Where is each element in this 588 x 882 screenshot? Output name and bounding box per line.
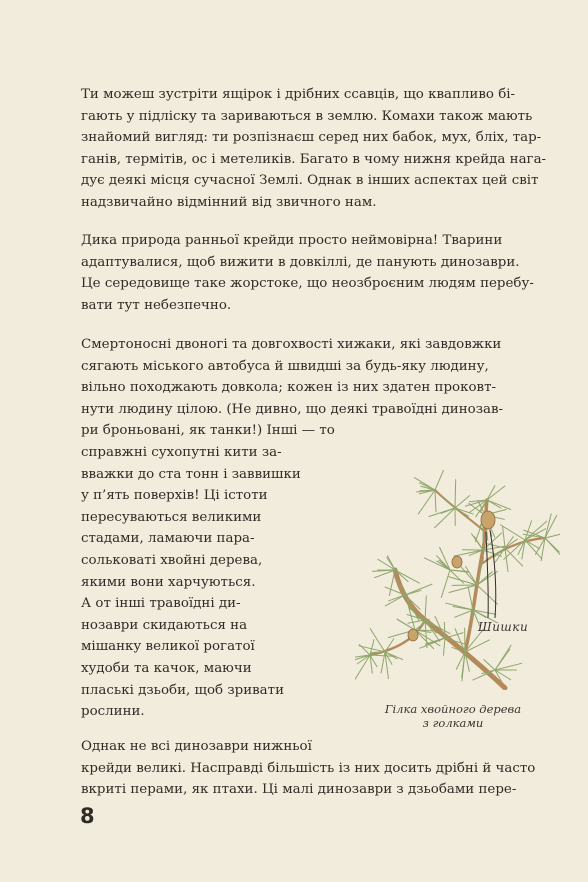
needle bbox=[487, 485, 495, 500]
text-line: вати тут небезпечно. bbox=[81, 297, 232, 313]
text-line: рослини. bbox=[81, 704, 145, 720]
pine-branch-illustration bbox=[355, 470, 560, 690]
needle bbox=[441, 508, 455, 514]
paragraph-2 bbox=[81, 230, 534, 316]
text-line: Дика природа ранньої крейди просто неймовірна! Тварини bbox=[81, 233, 503, 248]
needle bbox=[450, 570, 464, 583]
text-line: худоби та качок, маючи bbox=[81, 660, 252, 676]
needle bbox=[487, 500, 511, 510]
needle bbox=[505, 548, 508, 572]
text-line: Ти можеш зустріти ящірок і дрібних ссавців, що квапливо бі- bbox=[81, 87, 516, 102]
text-line: сягають міського автобуса й швидші за будь-яку людину, bbox=[81, 358, 489, 374]
needle bbox=[389, 570, 395, 596]
text-line: сольковаті хвойні дерева, bbox=[81, 552, 263, 568]
needle bbox=[444, 622, 445, 638]
needle bbox=[454, 550, 483, 556]
text-line: нозаври скидаються на bbox=[81, 617, 248, 633]
text-line: ганів, термітів, ос і метеликів. Багато в чому нижня крейда нага- bbox=[81, 151, 547, 167]
branch-caption bbox=[368, 702, 538, 730]
needle bbox=[425, 596, 426, 620]
needle bbox=[435, 470, 444, 490]
needle bbox=[468, 586, 473, 610]
page-number: 8 bbox=[80, 804, 95, 828]
needles bbox=[355, 470, 560, 682]
text-line: пересуваються великими bbox=[81, 509, 262, 525]
needle bbox=[370, 628, 385, 652]
text-line: вважки до ста тонн і заввишки bbox=[81, 466, 301, 482]
needle bbox=[443, 638, 445, 656]
text-line: якими вони харчуються. bbox=[81, 574, 256, 590]
needle bbox=[503, 526, 505, 548]
needle bbox=[477, 585, 498, 604]
text-line: нути людину цілою. (Не дивно, що деякі травоїдні динозав- bbox=[81, 401, 504, 417]
text-line: гають у підліску та зариваються в землю. Комахи також мають bbox=[81, 108, 533, 124]
text-line: надзвичайно відмінний від звичного нам. bbox=[81, 194, 377, 210]
text-line: А от інші травоїдні ди- bbox=[81, 596, 241, 612]
text-line: Однак не всі динозаври нижньої bbox=[81, 739, 312, 754]
text-line: ри броньовані, як танки!) Інші — то bbox=[81, 423, 335, 439]
text-line: плаські дзьоби, щоб зривати bbox=[81, 682, 284, 698]
text-line: адаптувалися, щоб вижити в довкіллі, де панують динозаври. bbox=[81, 254, 520, 270]
needle bbox=[414, 477, 435, 490]
text-line: знайомий вигляд: ти розпізнаєш серед них бабок, мух, бліх, тар- bbox=[81, 130, 542, 146]
text-line: у п’ять поверхів! Ці істоти bbox=[81, 488, 268, 504]
text-line: стадами, ламаючи пара- bbox=[81, 531, 255, 547]
text-line: Це середовище таке жорстоке, що неозброєним людям перебу- bbox=[81, 276, 534, 292]
needle bbox=[545, 538, 559, 552]
needle bbox=[439, 495, 455, 508]
text-line: Смертоносні двоногі та довгохвості хижаки, які завдовжки bbox=[81, 337, 502, 352]
needle bbox=[424, 558, 450, 570]
needle bbox=[359, 644, 370, 655]
needle bbox=[441, 570, 450, 598]
needle bbox=[474, 536, 483, 550]
needle bbox=[525, 540, 542, 559]
text-line: мішанку великої рогатої bbox=[81, 639, 255, 655]
text-line: крейди великі. Насправді більшість із них досить дрібні й часто bbox=[81, 760, 536, 776]
needle bbox=[545, 515, 557, 538]
needle bbox=[455, 495, 470, 508]
cones-label: Шишки bbox=[478, 620, 529, 634]
needle bbox=[487, 486, 505, 500]
needle bbox=[449, 585, 477, 593]
text-line: вкриті перами, як птахи. Ці малі динозаври з дзьобами пере- bbox=[81, 782, 517, 798]
needle bbox=[370, 652, 385, 653]
text-line: дує деякі місця сучасної Землі. Однак в інших аспектах цей світ bbox=[81, 173, 539, 189]
paragraph-1 bbox=[81, 84, 547, 214]
needle bbox=[455, 479, 456, 508]
needle bbox=[436, 555, 450, 570]
needle bbox=[405, 590, 421, 595]
needle bbox=[545, 513, 551, 538]
paragraph-4 bbox=[81, 736, 536, 801]
branch-caption-line-2: з голками bbox=[422, 716, 484, 730]
needle bbox=[454, 610, 473, 617]
needle bbox=[435, 490, 436, 512]
text-line: вільно походжають довкола; кожен із них здатен проковт- bbox=[81, 380, 497, 396]
branch-caption-line-1: Гілка хвойного дерева bbox=[384, 702, 522, 716]
text-line: справжні сухопутні кити за- bbox=[81, 444, 282, 460]
needle bbox=[385, 595, 405, 606]
